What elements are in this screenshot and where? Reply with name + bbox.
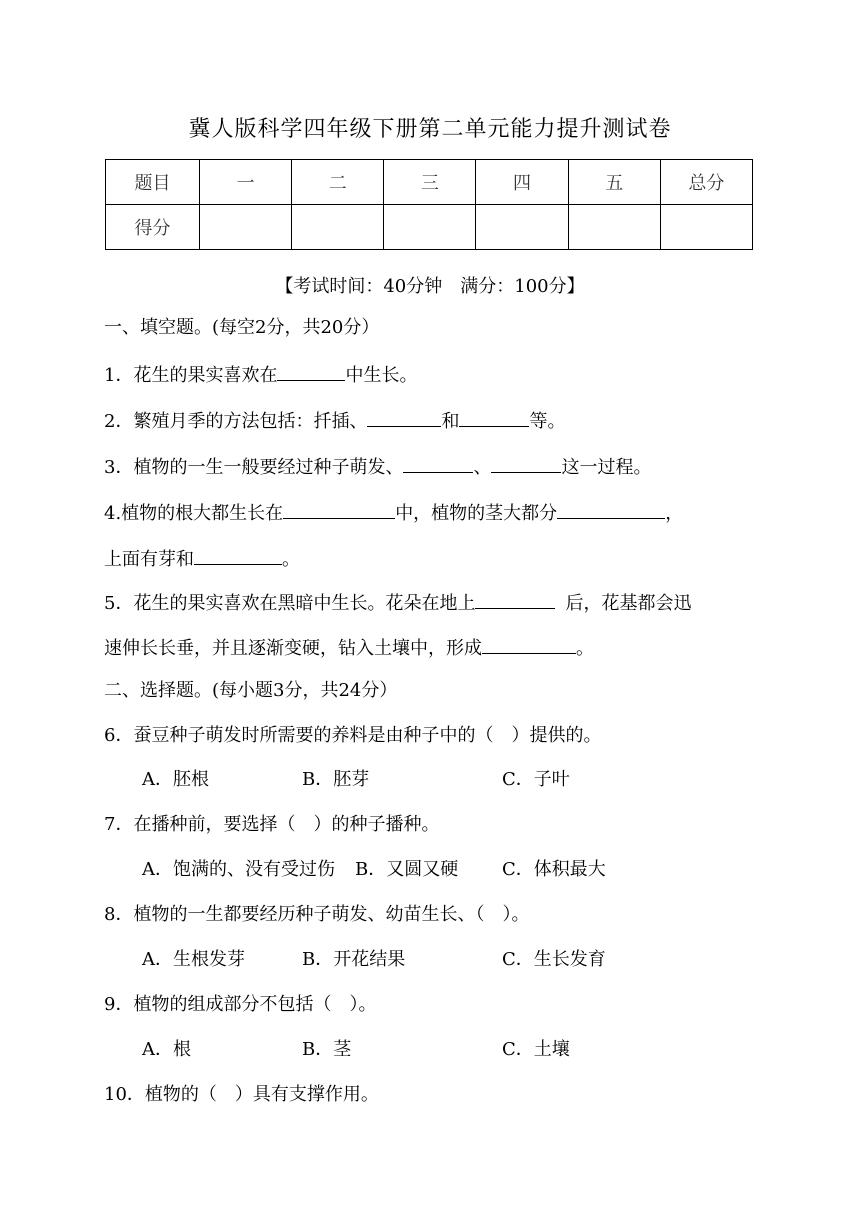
section1-heading: 一、填空题。(每空2分，共20分）: [104, 317, 380, 338]
option-b: B．胚芽: [302, 769, 370, 790]
answer-blank: [403, 454, 473, 473]
score-table-header-cell: 四: [476, 160, 568, 205]
score-row-label: 得分: [106, 205, 200, 250]
question-text: 1．花生的果实喜欢在: [104, 365, 278, 386]
question-8: 8．植物的一生都要经历种子萌发、幼苗生长、（ ）。: [104, 904, 530, 925]
score-table-header-row: [106, 160, 753, 205]
score-cell: [568, 205, 660, 250]
question-2: [104, 408, 565, 434]
question-text: 速伸长长垂，并且逐渐变硬，钻入土壤中，形成: [104, 638, 482, 659]
score-cell: [660, 205, 752, 250]
exam-info: 【考试时间：40分钟 满分：100分】: [275, 276, 585, 297]
option-c: C．生长发育: [502, 949, 606, 970]
option-c: C．土壤: [502, 1039, 570, 1060]
answer-blank: [367, 408, 441, 427]
question-text: 上面有芽和: [104, 549, 194, 570]
score-cell: [476, 205, 568, 250]
option-c: C．体积最大: [502, 859, 606, 880]
score-table-header-cell: 一: [200, 160, 292, 205]
question-text: 。: [282, 549, 300, 570]
answer-blank: [491, 454, 561, 473]
option-b: B．开花结果: [302, 949, 406, 970]
score-cell: [292, 205, 384, 250]
question-text: 后，花基都会迅: [565, 593, 692, 614]
question-text: 4.植物的根大都生长在: [104, 503, 284, 524]
score-table-header-cell: 题目: [106, 160, 200, 205]
score-cell: [384, 205, 476, 250]
score-table-score-row: [106, 205, 753, 250]
score-table: [105, 159, 753, 250]
question-text: 等。: [529, 411, 566, 432]
question-text: ，: [665, 503, 684, 524]
question-1: [104, 362, 417, 388]
answer-blank: [475, 590, 555, 609]
answer-blank: [557, 500, 665, 519]
question-4: [104, 500, 683, 526]
question-text: 5．花生的果实喜欢在黑暗中生长。花朵在地上: [104, 593, 476, 614]
question-text: 2．繁殖月季的方法包括：扦插、: [104, 411, 368, 432]
answer-blank: [277, 362, 345, 381]
answer-blank: [482, 635, 576, 654]
option-a: A．生根发芽: [142, 949, 245, 970]
question-6: 6．蚕豆种子萌发时所需要的养料是由种子中的（ ）提供的。: [104, 725, 602, 746]
question-text: 中生长。: [345, 365, 418, 386]
question-text: 这一过程。: [561, 457, 652, 478]
question-text: 、: [473, 457, 492, 478]
answer-blank: [459, 408, 529, 427]
question-5: [104, 590, 691, 616]
option-b: B．又圆又硬: [355, 859, 459, 880]
question-7: 7．在播种前，要选择（ ）的种子播种。: [104, 814, 440, 835]
question-text: 3．植物的一生一般要经过种子萌发、: [104, 457, 404, 478]
question-text: 和: [441, 411, 460, 432]
answer-blank: [283, 500, 395, 519]
score-cell: [200, 205, 292, 250]
question-9: 9．植物的组成部分不包括（ ）。: [104, 994, 377, 1015]
score-table-header-cell: 二: [292, 160, 384, 205]
question-text: 中，植物的茎大都分: [395, 503, 558, 524]
option-a: A．根: [142, 1039, 191, 1060]
score-table-header-cell: 总分: [660, 160, 752, 205]
question-5-continued: [104, 635, 594, 661]
page-title: 冀人版科学四年级下册第二单元能力提升测试卷: [188, 117, 672, 142]
answer-blank: [194, 546, 282, 565]
option-b: B．茎: [302, 1039, 352, 1060]
score-table-header-cell: 五: [568, 160, 660, 205]
option-a: A．饱满的、没有受过伤: [142, 859, 335, 880]
question-text: 。: [576, 638, 594, 659]
option-c: C．子叶: [502, 769, 570, 790]
question-3: [104, 454, 651, 480]
question-10: 10．植物的（ ）具有支撑作用。: [104, 1084, 379, 1105]
question-4-continued: [104, 546, 300, 572]
option-a: A．胚根: [142, 769, 209, 790]
section2-heading: 二、选择题。(每小题3分，共24分）: [104, 680, 398, 701]
score-table-header-cell: 三: [384, 160, 476, 205]
